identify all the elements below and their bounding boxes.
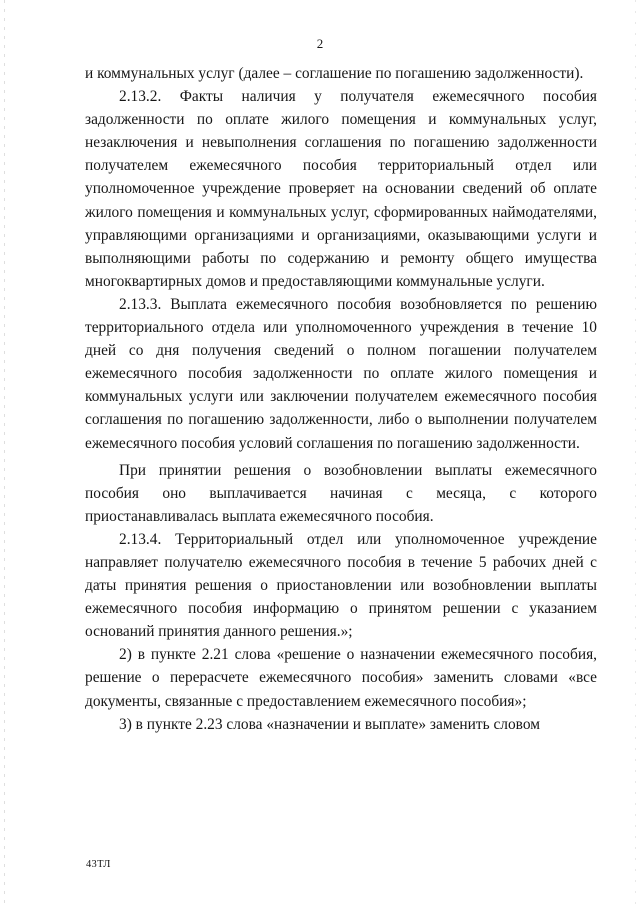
- paragraph: При принятии решения о возобновлении выплаты ежемесячного пособия оно выплачивается начиная с месяца, с которого приостанавливалась выплата ежемесячного пособия.: [85, 461, 597, 525]
- scan-edge-left: [4, 0, 5, 905]
- paragraph: 2.13.3. Выплата ежемесячного пособия возобновляется по решению территориального отдела или уполномоченного учреждения в течение 10 дней со дня получения сведений о полном погашении получателем ежемесячного пособия задолженности по оплате жилого помещения и коммунальных услуги или заключении получателем ежемесячного пособия соглашения по погашению задолженности, либо о выполнении получателем ежемесячного пособия условий соглашения по погашению задолженности.: [85, 295, 597, 452]
- paragraph: 3) в пункте 2.23 слова «назначении и выплате» заменить словом: [119, 715, 540, 733]
- page-number: 2: [316, 36, 324, 51]
- footer-code: 43ТЛ: [86, 859, 111, 870]
- paragraph: 2.13.4. Территориальный отдел или уполномоченное учреждение направляет получателю ежемесячного пособия в течение 5 рабочих дней с даты принятия решения о приостановлении или возобновлении выплаты ежемесячного пособия информацию о принятом решении с указанием оснований принятия данного решения.»;: [85, 530, 597, 641]
- document-body: [85, 62, 597, 736]
- scan-edge-right: [635, 0, 636, 905]
- paragraph: и коммунальных услуг (далее – соглашение по погашению задолженности).: [85, 65, 584, 82]
- paragraph: 2) в пункте 2.21 слова «решение о назначении ежемесячного пособия, решение о перерасчете ежемесячного пособия» заменить словами «все документы, связанные с предоставлением ежемесячного пособия»;: [85, 646, 597, 710]
- paragraph: 2.13.2. Факты наличия у получателя ежемесячного пособия задолженности по оплате жилого помещения и коммунальных услуг, незаключения и невыполнения соглашения по погашению задолженности получателем ежемесячного пособия территориальный отдел или уполномоченное учреждение проверяет на основании сведений об оплате жилого помещения и коммунальных услуг, сформированных наймодателями, управляющими организациями и организациями, оказывающими услуги и выполняющими работы по содержанию и ремонту общего имущества многоквартирных домов и предоставляющими коммунальные услуги.: [85, 88, 597, 290]
